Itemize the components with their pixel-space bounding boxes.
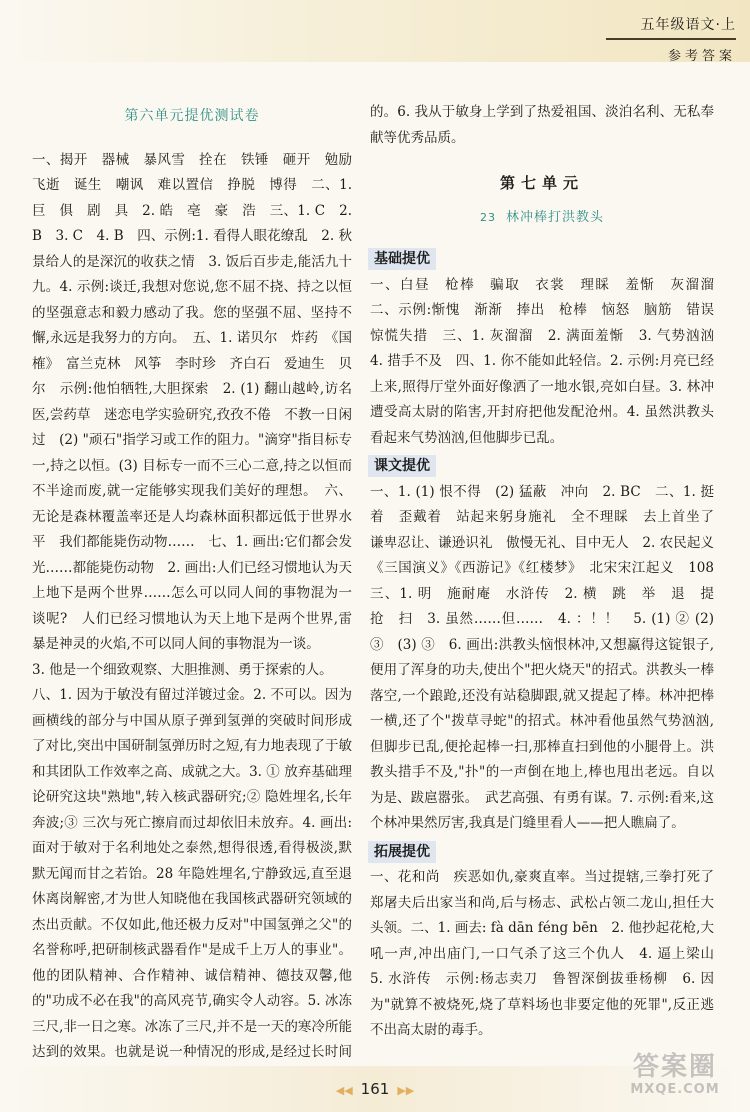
- answer-paragraph: 3. 他是一个细致观察、大胆推测、勇于探索的人。: [32, 661, 333, 678]
- answer-paragraph: 一、花和尚 疾恶如仇,豪爽直率。当过提辖,三拳打死了郑屠夫后出家当和尚,后与杨志、武松占领二龙山,担任大头领。二、1. 画去: fà dān féng bēn 2. 他抄起花枪,大吼一声,冲出庙门,一口气杀了这三个仇人 4. 逼上梁山 5. 水浒传 示例:杨志卖刀 鲁智深倒拔垂杨柳 6. 因为"就算不被烧死,烧了草料场也非要定他的死罪",反正逃不出高太尉的毒手。: [370, 869, 728, 1038]
- header-subtitle: 参考答案: [667, 49, 736, 64]
- answer-paragraph: 的。6. 我从于敏身上学到了热爱祖国、淡泊名利、无私奉献等优秀品质。: [370, 104, 714, 146]
- section-badge-extend: 拓展提优: [368, 841, 436, 863]
- watermark-main: 答案圈: [632, 1052, 717, 1082]
- section-badge-basic: 基础提优: [368, 248, 436, 270]
- answer-paragraph: 一、揭开 器械 暴风雪 拴在 铁锤 砸开 勉励 飞逝 诞生 嘲讽 难以置信 挣脱 博得 二、1. 巨 俱 剧 具 2. 皓 亳 豪 浩 三、1. C 2. B 3. C 4. B 四、示例:1. 看得人眼花缭乱 2. 秋景给人的是深沉的收获之情 3. 饭后百步走,能活九十九。4. 示例:谈迁,我想对您说,您不屈不挠、持之以恒的坚强意志和毅力感动了我。您的坚强不屈、坚持不懈,永远是我努力的方向。 五、1. 诺贝尔 炸药 《国榷》 富兰克林 风筝 李时珍 齐白石 爱迪生 贝尔 示例:他怕牺牲,大胆探索 2. (1) 翻山越岭,访名医,尝药草 迷恋电学实验研究,孜孜不倦 不教一日闲过 (2) "顽石"指学习或工作的阻力。"滴穿"指目标专一,持之以恒。(3) 目标专一而不三心二意,持之以恒而不半途而废,就一定能够实现我们美好的理想。 六、无论是森林覆盖率还是人均森林面积都远低于世界水平 我们都能毙伤动物…… 七、1. 画出:它们都会发光……都能毙伤动物 2. 画出:人们已经习惯地认为天上地下是两个世界……怎么可以同人间的事物混为一谈呢? 人们已经习惯地认为天上地下是两个世界,雷暴是神灵的火焰,不可以同人间的事物混为一谈。: [32, 151, 366, 652]
- watermark-logo: [610, 1052, 740, 1104]
- lesson-title: [370, 205, 714, 231]
- lesson-name: 林冲棒打洪教头: [505, 209, 604, 225]
- answer-paragraph: 一、白昼 枪棒 骗取 衣裳 理睬 羞惭 灰溜溜 二、示例:惭愧 渐渐 捧出 枪棒 恼怒 脑筋 错误 惊慌失措 三、1. 灰溜溜 2. 满面羞惭 3. 气势汹汹 4. 措手不及 四、1. 你不能如此轻信。2. 示例:月亮已经上来,照得厅堂外面好像洒了一地水银,亮如白昼。3. 林冲遭受高太尉的陷害,开封府把他发配沧州。4. 虽然洪教头看起来气势汹汹,但他脚步已乱。: [370, 276, 728, 446]
- answer-paragraph: 一、1. (1) 恨不得 (2) 猛蔽 冲向 2. BC 二、1. 挺着 歪戴着 站起来躬身施礼 全不理睬 去上首坐了 谦卑忍让、谦逊识礼 傲慢无礼、目中无人 2. 农民起义 《三国演义》《西游记》《红楼梦》 北宋宋江起义 108 三、1. 明 施耐庵 水浒传 2. 横 跳 举 退 提 抢 扫 3. 虽然……但…… 4. ：！！ 5. (1) ② (2) ③ (3) ③ 6. 画出:洪教头恼恨林冲,又想赢得这锭银子,便用了浑身的功夫,使出个"把火烧天"的招式。洪教头一棒落空,一个踉跄,还没有站稳脚跟,就又提起了棒。林冲把棒一横,还了个"拨草寻蛇"的招式。林冲看他虽然气势汹汹,但脚步已乱,便抡起棒一扫,那棒直扫到他的小腿骨上。洪教头措手不及,"扑"的一声倒在地上,棒也甩出老远。自以为是、跋扈嚣张。 武艺高强、有勇有谋。7. 示例:看来,这个林冲果然厉害,我真是门缝里看人——把人瞧扁了。: [370, 483, 728, 831]
- left-arrow-icon: ◀◀: [335, 1084, 353, 1097]
- page-number-text: 161: [360, 1080, 390, 1098]
- answer-paragraph: 八、1. 因为于敏没有留过洋镀过金。2. 不可以。因为画横线的部分与中国从原子弹到氢弹的突破时间形成了对比,突出中国研制氢弹历时之短,有力地表现了于敏和其团队工作效率之高、成就之大。3. ① 放弃基础理论研究这块"熟地",转入核武器研究;② 隐姓埋名,长年奔波;③ 三次与死亡擦肩而过却依旧未放弃。4. 画出:面对于敏对于名利地处之泰然,想得很透,看得极淡,默默无闻而甘之若饴。28 年隐姓埋名,宁静致远,直至退休离岗解密,才为世人知晓他在我国核武器研究领域的杰出贡献。不仅如此,他还极力反对"中国氢弹之父"的名誉称呼,把研制核武器看作"是成千上万人的事业"。他的团队精神、合作精神、诚信精神、德技双馨,他的"功成不必在我"的高风亮节,确实令人动容。5. 冰冻三尺,非一日之寒。冰冻了三尺,并不是一天的寒冷所能达到的效果。也就是说一种情况的形成,是经过长时间: [32, 687, 352, 1060]
- section-title: 第六单元提优测试卷: [124, 108, 260, 124]
- header-title: 五年级语文·上: [606, 14, 736, 40]
- running-header: [606, 14, 736, 64]
- right-column: [370, 100, 728, 1044]
- right-arrow-icon: ▶▶: [397, 1084, 415, 1097]
- unit-title: 第七单元: [499, 174, 584, 192]
- lesson-number: 23: [479, 210, 496, 224]
- watermark-url: MXQE.COM: [630, 1082, 720, 1097]
- left-column: [32, 100, 366, 1091]
- section-badge-text: 课文提优: [368, 455, 436, 477]
